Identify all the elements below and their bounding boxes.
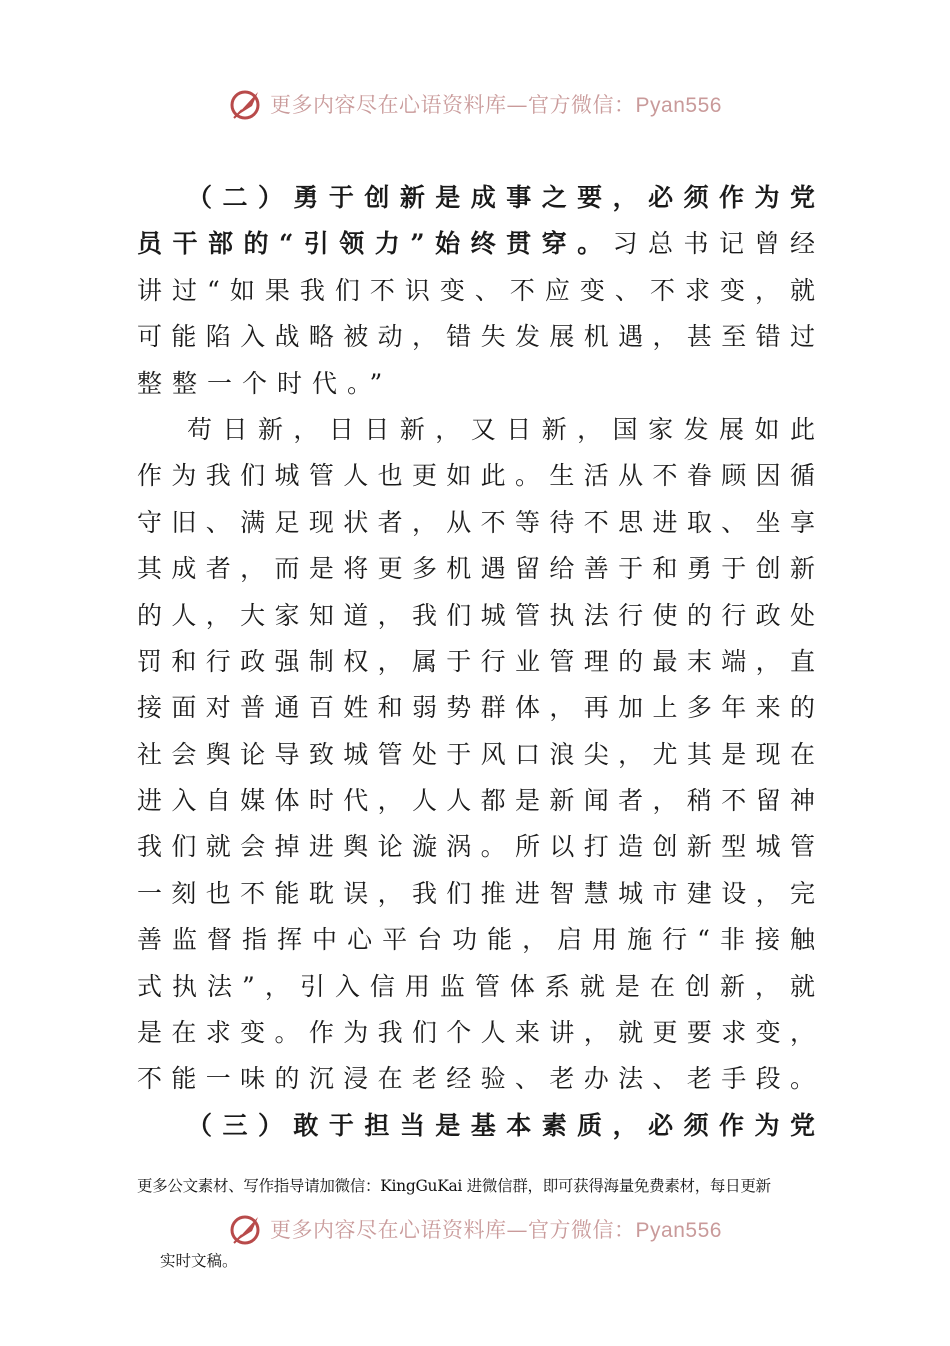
heading-two: （二）勇于创新是成事之要，必须作为党 bbox=[187, 183, 815, 212]
heading-three: （三）敢于担当是基本素质，必须作为党 bbox=[187, 1110, 815, 1140]
text-line-tail: 习总书记曾经 bbox=[612, 229, 815, 259]
text-line: 我们就会掉进舆论漩涡。所以打造创新型城管 bbox=[137, 832, 815, 862]
footer-note-continued: 实时文稿。 bbox=[160, 1252, 238, 1270]
text-line: 一刻也不能耽误，我们推进智慧城市建设，完 bbox=[137, 878, 815, 908]
text-line: 接面对普通百姓和弱势群体，再加上多年来的 bbox=[137, 693, 815, 723]
watermark-text: 更多内容尽在心语资料库—官方微信： bbox=[270, 93, 636, 117]
text-line: 守旧、满足现状者，从不等待不思进取、坐享 bbox=[137, 507, 815, 537]
watermark-footer bbox=[0, 1211, 950, 1247]
document-body bbox=[137, 175, 815, 1149]
footer-note: 更多公文素材、写作指导请加微信：KingGuKai 进微信群，即可获得海量免费素材，每日更新 bbox=[137, 1177, 771, 1195]
quill-logo-icon bbox=[228, 86, 264, 122]
text-line: 的人，大家知道，我们城管执法行使的行政处 bbox=[137, 600, 815, 630]
text-line: 式执法”，引入信用监管体系就是在创新，就 bbox=[137, 971, 815, 1001]
text-line: 善监督指挥中心平台功能，启用施行“非接触 bbox=[137, 925, 815, 955]
text-line: 不能一味的沉浸在老经验、老办法、老手段。 bbox=[137, 1064, 815, 1094]
watermark-text: 更多内容尽在心语资料库—官方微信： bbox=[270, 1218, 636, 1242]
heading-two-continued: 员干部的“引领力”始终贯穿。 bbox=[137, 229, 613, 259]
text-line: 苟日新，日日新，又日新，国家发展如此 bbox=[187, 414, 815, 444]
watermark-account: Pyan556 bbox=[635, 94, 722, 117]
text-line bbox=[137, 221, 815, 267]
text-line: 可能陷入战略被动，错失发展机遇，甚至错过 bbox=[137, 322, 815, 352]
text-line: 讲过“如果我们不识变、不应变、不求变，就 bbox=[137, 275, 815, 305]
text-line: 进入自媒体时代，人人都是新闻者，稍不留神 bbox=[137, 786, 815, 816]
text-line: 作为我们城管人也更如此。生活从不眷顾因循 bbox=[137, 461, 815, 491]
text-line: 其成者，而是将更多机遇留给善于和勇于创新 bbox=[137, 554, 815, 584]
watermark-header bbox=[0, 86, 950, 122]
text-line: 整整一个时代。” bbox=[137, 368, 393, 398]
text-line: 罚和行政强制权，属于行业管理的最末端，直 bbox=[137, 646, 815, 676]
quill-logo-icon bbox=[228, 1211, 264, 1247]
watermark-account: Pyan556 bbox=[635, 1219, 722, 1242]
text-line: 是在求变。作为我们个人来讲，就更要求变， bbox=[137, 1018, 815, 1048]
text-line: 社会舆论导致城管处于风口浪尖，尤其是现在 bbox=[137, 739, 815, 769]
